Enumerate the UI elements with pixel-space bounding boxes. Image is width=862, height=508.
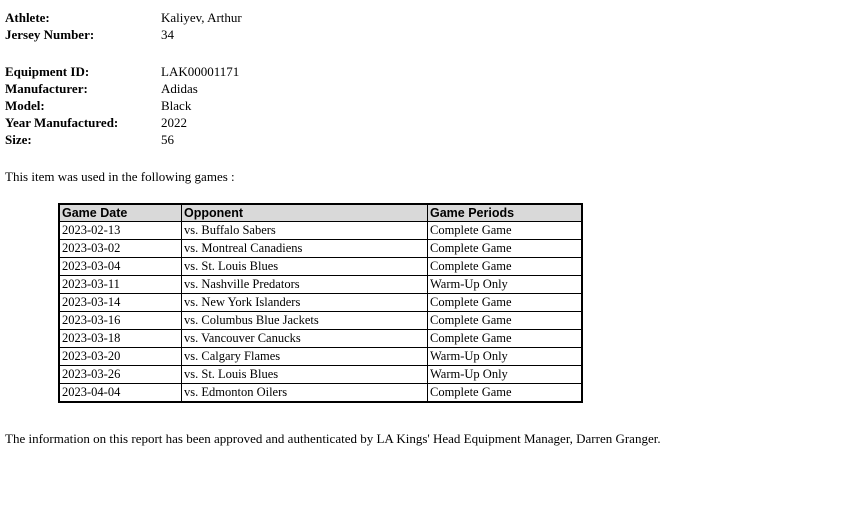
manufacturer-row [5, 80, 239, 97]
year-label: Year Manufactured: [5, 115, 119, 130]
table-row [59, 276, 582, 294]
opponent-cell: vs. Edmonton Oilers [182, 384, 428, 403]
equipment-id-row [5, 63, 239, 80]
game-date-cell: 2023-03-20 [59, 348, 182, 366]
game-date-cell: 2023-03-18 [59, 330, 182, 348]
game-date-cell: 2023-03-16 [59, 312, 182, 330]
opponent-cell: vs. St. Louis Blues [182, 258, 428, 276]
jersey-value: 34 [161, 27, 174, 42]
game-periods-cell: Complete Game [428, 312, 583, 330]
table-row [59, 240, 582, 258]
model-label: Model: [5, 98, 45, 113]
table-row [59, 294, 582, 312]
opponent-cell: vs. Nashville Predators [182, 276, 428, 294]
manufacturer-label: Manufacturer: [5, 81, 88, 96]
size-row [5, 131, 239, 148]
opponent-cell: vs. Vancouver Canucks [182, 330, 428, 348]
table-row [59, 366, 582, 384]
equipment-info [5, 63, 239, 148]
size-label: Size: [5, 132, 32, 147]
table-row [59, 312, 582, 330]
game-periods-cell: Warm-Up Only [428, 276, 583, 294]
opponent-cell: vs. Montreal Canadiens [182, 240, 428, 258]
size-value: 56 [161, 132, 174, 147]
games-intro-text: This item was used in the following games : [5, 169, 235, 184]
table-row [59, 348, 582, 366]
year-value: 2022 [161, 115, 187, 130]
game-date-cell: 2023-03-04 [59, 258, 182, 276]
equipment-id-value: LAK00001171 [161, 64, 240, 79]
column-header-game-date: Game Date [59, 204, 182, 222]
game-periods-cell: Complete Game [428, 240, 583, 258]
game-periods-cell: Complete Game [428, 330, 583, 348]
game-date-cell: 2023-03-11 [59, 276, 182, 294]
authentication-note: The information on this report has been approved and authenticated by LA Kings' Head Equipment Manager, Darren Granger. [5, 431, 661, 446]
game-periods-cell: Warm-Up Only [428, 366, 583, 384]
table-row [59, 222, 582, 240]
model-row [5, 97, 239, 114]
athlete-label: Athlete: [5, 10, 50, 25]
opponent-cell: vs. St. Louis Blues [182, 366, 428, 384]
opponent-cell: vs. Columbus Blue Jackets [182, 312, 428, 330]
model-value: Black [161, 98, 192, 113]
table-row [59, 330, 582, 348]
column-header-game-periods: Game Periods [428, 204, 583, 222]
game-date-cell: 2023-03-14 [59, 294, 182, 312]
athlete-value: Kaliyev, Arthur [161, 10, 242, 25]
game-periods-cell: Complete Game [428, 294, 583, 312]
games-table [58, 203, 583, 403]
game-date-cell: 2023-03-26 [59, 366, 182, 384]
column-header-opponent: Opponent [182, 204, 428, 222]
athlete-row [5, 9, 242, 26]
game-periods-cell: Complete Game [428, 258, 583, 276]
opponent-cell: vs. New York Islanders [182, 294, 428, 312]
table-header-row [59, 204, 582, 222]
table-row [59, 384, 582, 403]
equipment-id-label: Equipment ID: [5, 64, 90, 79]
jersey-row [5, 26, 242, 43]
game-date-cell: 2023-03-02 [59, 240, 182, 258]
game-periods-cell: Complete Game [428, 384, 583, 403]
year-row [5, 114, 239, 131]
game-date-cell: 2023-02-13 [59, 222, 182, 240]
opponent-cell: vs. Buffalo Sabers [182, 222, 428, 240]
manufacturer-value: Adidas [161, 81, 198, 96]
table-row [59, 258, 582, 276]
game-date-cell: 2023-04-04 [59, 384, 182, 403]
athlete-info [5, 9, 242, 43]
opponent-cell: vs. Calgary Flames [182, 348, 428, 366]
jersey-label: Jersey Number: [5, 27, 95, 42]
game-periods-cell: Complete Game [428, 222, 583, 240]
game-periods-cell: Warm-Up Only [428, 348, 583, 366]
